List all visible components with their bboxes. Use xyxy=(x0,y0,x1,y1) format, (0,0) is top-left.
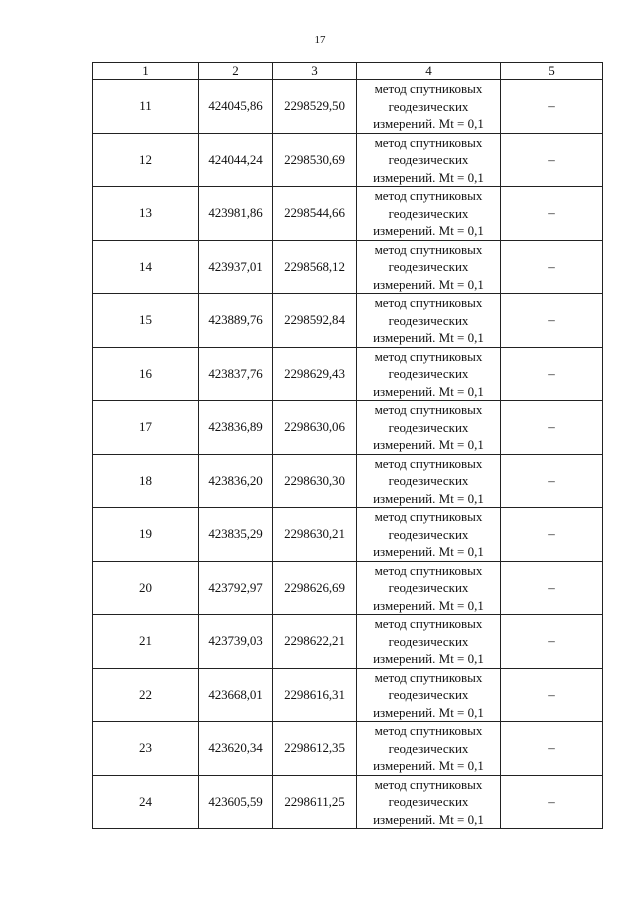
note-cell: – xyxy=(501,508,603,562)
x-coordinate-cell: 423835,29 xyxy=(199,508,273,562)
method-line: геодезических xyxy=(388,205,469,221)
method-line: измерений. Mt = 0,1 xyxy=(373,276,484,292)
point-number-cell: 16 xyxy=(93,347,199,401)
note-cell: – xyxy=(501,561,603,615)
y-coordinate-cell: 2298530,69 xyxy=(273,133,357,187)
coordinates-table xyxy=(92,62,603,829)
method-line: измерений. Mt = 0,1 xyxy=(373,223,484,238)
method-line: метод спутниковых xyxy=(374,723,483,738)
header-col-5: 5 xyxy=(501,63,603,80)
method-line: геодезических xyxy=(388,312,469,328)
x-coordinate-cell: 423836,89 xyxy=(199,401,273,455)
note-cell: – xyxy=(501,454,603,508)
table-row xyxy=(93,668,603,722)
note-cell: – xyxy=(501,133,603,187)
method-line: метод спутниковых xyxy=(374,402,483,417)
table-row xyxy=(93,615,603,669)
x-coordinate-cell: 423837,76 xyxy=(199,347,273,401)
header-col-4: 4 xyxy=(357,63,501,80)
point-number-cell: 15 xyxy=(93,294,199,348)
method-line: геодезических xyxy=(388,526,469,542)
table-row xyxy=(93,80,603,134)
note-cell: – xyxy=(501,668,603,722)
x-coordinate-cell: 423739,03 xyxy=(199,615,273,669)
method-line: геодезических xyxy=(388,580,469,595)
method-line: измерений. Mt = 0,1 xyxy=(373,704,484,720)
point-number-cell: 12 xyxy=(93,133,199,187)
method-line: геодезических xyxy=(388,259,469,274)
method-line: геодезических xyxy=(388,740,469,756)
method-line: метод спутниковых xyxy=(374,241,483,257)
method-cell xyxy=(357,240,501,294)
y-coordinate-cell: 2298622,21 xyxy=(273,615,357,669)
point-number-cell: 24 xyxy=(93,775,199,829)
method-line: геодезических xyxy=(388,794,469,809)
method-cell xyxy=(357,722,501,776)
table-row xyxy=(93,133,603,187)
table-row xyxy=(93,347,603,401)
method-line: метод спутниковых xyxy=(374,188,483,203)
note-cell: – xyxy=(501,722,603,776)
note-cell: – xyxy=(501,187,603,241)
table-row xyxy=(93,561,603,615)
y-coordinate-cell: 2298629,43 xyxy=(273,347,357,401)
table-row xyxy=(93,401,603,455)
point-number-cell: 21 xyxy=(93,615,199,669)
x-coordinate-cell: 423937,01 xyxy=(199,240,273,294)
y-coordinate-cell: 2298630,30 xyxy=(273,454,357,508)
header-col-3: 3 xyxy=(273,63,357,80)
x-coordinate-cell: 423668,01 xyxy=(199,668,273,722)
method-line: геодезических xyxy=(388,152,469,167)
y-coordinate-cell: 2298626,69 xyxy=(273,561,357,615)
y-coordinate-cell: 2298616,31 xyxy=(273,668,357,722)
y-coordinate-cell: 2298630,21 xyxy=(273,508,357,562)
note-cell: – xyxy=(501,401,603,455)
header-col-2: 2 xyxy=(199,63,273,80)
y-coordinate-cell: 2298611,25 xyxy=(273,775,357,829)
method-cell xyxy=(357,347,501,401)
x-coordinate-cell: 423620,34 xyxy=(199,722,273,776)
method-line: измерений. Mt = 0,1 xyxy=(373,811,484,827)
x-coordinate-cell: 423836,20 xyxy=(199,454,273,508)
table-row xyxy=(93,454,603,508)
point-number-cell: 22 xyxy=(93,668,199,722)
note-cell: – xyxy=(501,294,603,348)
method-line: геодезических xyxy=(388,633,469,649)
method-line: метод спутниковых xyxy=(374,295,483,310)
point-number-cell: 18 xyxy=(93,454,199,508)
method-line: измерений. Mt = 0,1 xyxy=(373,330,484,345)
method-line: геодезических xyxy=(388,98,469,114)
method-cell xyxy=(357,668,501,722)
x-coordinate-cell: 423605,59 xyxy=(199,775,273,829)
point-number-cell: 13 xyxy=(93,187,199,241)
method-line: измерений. Mt = 0,1 xyxy=(373,597,484,613)
method-line: метод спутниковых xyxy=(374,562,483,578)
point-number-cell: 11 xyxy=(93,80,199,134)
y-coordinate-cell: 2298612,35 xyxy=(273,722,357,776)
note-cell: – xyxy=(501,240,603,294)
method-line: геодезических xyxy=(388,473,469,488)
x-coordinate-cell: 423792,97 xyxy=(199,561,273,615)
method-line: измерений. Mt = 0,1 xyxy=(373,116,484,131)
method-line: метод спутниковых xyxy=(374,776,483,792)
table-row xyxy=(93,187,603,241)
method-line: метод спутниковых xyxy=(374,509,483,524)
method-line: геодезических xyxy=(388,419,469,435)
point-number-cell: 17 xyxy=(93,401,199,455)
method-line: метод спутниковых xyxy=(374,348,483,364)
point-number-cell: 23 xyxy=(93,722,199,776)
method-cell xyxy=(357,294,501,348)
note-cell: – xyxy=(501,347,603,401)
page-number: 17 xyxy=(314,34,326,46)
point-number-cell: 20 xyxy=(93,561,199,615)
x-coordinate-cell: 423889,76 xyxy=(199,294,273,348)
method-cell xyxy=(357,454,501,508)
table-row xyxy=(93,294,603,348)
note-cell: – xyxy=(501,615,603,669)
method-line: метод спутниковых xyxy=(374,669,483,685)
method-cell xyxy=(357,187,501,241)
method-cell xyxy=(357,561,501,615)
method-line: метод спутниковых xyxy=(374,616,483,631)
method-line: геодезических xyxy=(388,366,469,381)
table-row xyxy=(93,508,603,562)
header-col-1: 1 xyxy=(93,63,199,80)
method-cell xyxy=(357,133,501,187)
method-cell xyxy=(357,508,501,562)
y-coordinate-cell: 2298592,84 xyxy=(273,294,357,348)
method-line: метод спутниковых xyxy=(374,455,483,471)
method-line: измерений. Mt = 0,1 xyxy=(373,169,484,185)
y-coordinate-cell: 2298529,50 xyxy=(273,80,357,134)
method-line: измерений. Mt = 0,1 xyxy=(373,383,484,399)
table-row xyxy=(93,240,603,294)
y-coordinate-cell: 2298630,06 xyxy=(273,401,357,455)
method-line: измерений. Mt = 0,1 xyxy=(373,437,484,452)
table-row xyxy=(93,722,603,776)
y-coordinate-cell: 2298568,12 xyxy=(273,240,357,294)
note-cell: – xyxy=(501,775,603,829)
method-line: измерений. Mt = 0,1 xyxy=(373,758,484,773)
method-cell xyxy=(357,401,501,455)
method-cell xyxy=(357,615,501,669)
method-line: метод спутниковых xyxy=(374,134,483,150)
method-cell xyxy=(357,80,501,134)
y-coordinate-cell: 2298544,66 xyxy=(273,187,357,241)
point-number-cell: 14 xyxy=(93,240,199,294)
method-line: измерений. Mt = 0,1 xyxy=(373,544,484,559)
point-number-cell: 19 xyxy=(93,508,199,562)
method-line: измерений. Mt = 0,1 xyxy=(373,490,484,506)
method-line: геодезических xyxy=(388,687,469,702)
x-coordinate-cell: 424044,24 xyxy=(199,133,273,187)
method-line: измерений. Mt = 0,1 xyxy=(373,651,484,666)
x-coordinate-cell: 424045,86 xyxy=(199,80,273,134)
table-header-row xyxy=(93,63,603,80)
method-line: метод спутниковых xyxy=(374,81,483,96)
x-coordinate-cell: 423981,86 xyxy=(199,187,273,241)
table-row xyxy=(93,775,603,829)
method-cell xyxy=(357,775,501,829)
note-cell: – xyxy=(501,80,603,134)
